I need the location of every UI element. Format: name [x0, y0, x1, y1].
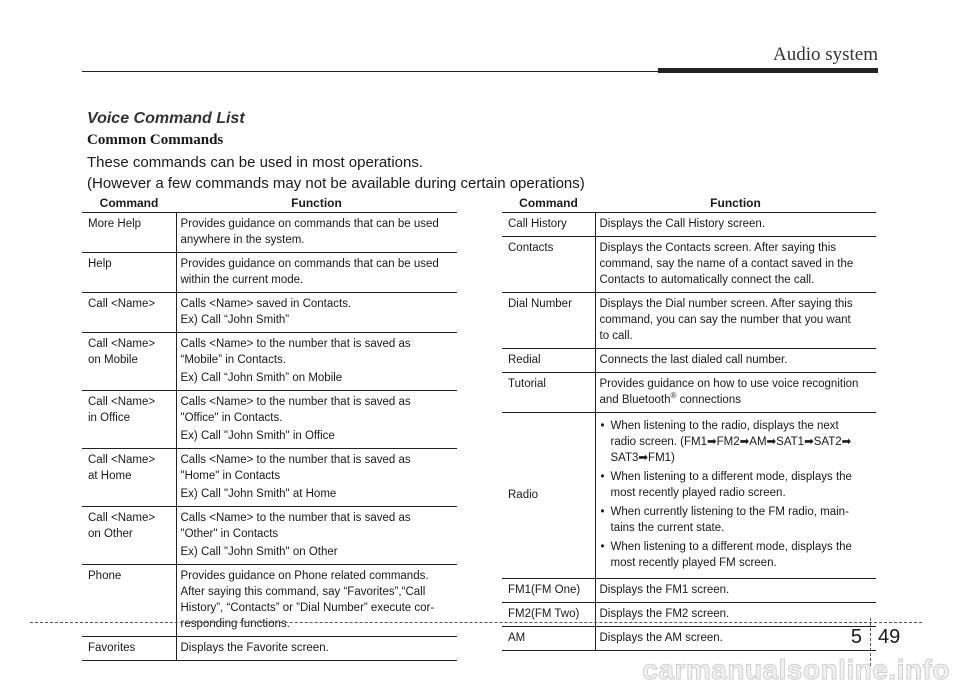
bullet-text: • When listening to the radio, displays the next: [610, 420, 839, 432]
command-cell: [82, 507, 176, 565]
function-text: After saying this command, say “Favorites”,“Call: [180, 586, 426, 598]
function-text: Displays the Contacts screen. After saying this: [599, 242, 836, 254]
table-row: [82, 449, 457, 507]
bullet-text: most recently played FM screen.: [610, 557, 777, 569]
function-cell: [595, 293, 876, 349]
command-text: Call <Name>: [88, 512, 156, 524]
table-header-row: [82, 195, 457, 213]
function-text: "Office" in Contacts.: [180, 412, 283, 424]
bullet-text: radio screen. (FM1➡FM2➡AM➡SAT1➡SAT2➡: [610, 436, 852, 448]
function-cell: [595, 373, 876, 413]
command-text: on Other: [88, 528, 133, 540]
command-cell: Dial Number: [502, 293, 595, 349]
list-item: [600, 504, 873, 536]
command-text: Call <Name>: [88, 338, 156, 350]
running-header-title: Audio system: [772, 44, 878, 65]
command-column-header: Command: [502, 195, 595, 213]
command-text: Favorites: [88, 642, 136, 654]
function-text: Calls <Name> to the number that is saved as: [180, 396, 411, 408]
function-text: to call.: [599, 330, 633, 342]
function-column-header: Function: [595, 195, 876, 213]
table-header-row: [502, 195, 876, 213]
function-cell: [595, 349, 876, 373]
page-number: 49: [878, 626, 901, 648]
function-example: Ex) Call “John Smith”: [180, 314, 290, 326]
command-cell: [82, 333, 176, 391]
function-cell: [176, 333, 457, 391]
footer-rule: [30, 622, 922, 623]
function-text: Displays the Favorite screen.: [180, 642, 329, 654]
command-cell: FM2(FM Two): [502, 603, 595, 627]
command-cell: [82, 213, 176, 253]
function-text: Provides guidance on Phone related commands.: [180, 570, 429, 582]
section-heading: Voice Command List: [87, 110, 245, 127]
command-text: Call <Name>: [88, 396, 156, 408]
function-cell: [176, 213, 457, 253]
table-row: [82, 253, 457, 293]
function-text: Calls <Name> to the number that is saved as: [180, 512, 411, 524]
function-text: [600, 392, 873, 408]
command-cell: Tutorial: [502, 373, 595, 413]
function-cell: [176, 565, 457, 637]
function-text: command, say the name of a contact saved in the: [599, 258, 854, 270]
function-text-part: connections: [676, 394, 741, 406]
command-cell: Radio: [502, 413, 595, 579]
command-cell: Redial: [502, 349, 595, 373]
table-row: [82, 391, 457, 449]
registered-mark: ®: [670, 391, 677, 401]
command-cell: [82, 253, 176, 293]
function-text: Displays the AM screen.: [599, 632, 723, 644]
function-text: Provides guidance on commands that can be used: [180, 258, 439, 270]
function-example: Ex) Call "John Smith" at Home: [180, 488, 337, 500]
table-row: [82, 333, 457, 391]
list-item: [600, 469, 873, 501]
function-text: "Home" in Contacts: [180, 470, 281, 482]
function-cell: [595, 237, 876, 293]
table-row: [502, 349, 876, 373]
bullet-text: • When listening to a different mode, displays the: [610, 471, 852, 483]
watermark: carmanualsonline.info: [642, 654, 950, 685]
function-text-part: and Bluetooth: [599, 394, 671, 406]
table-row: [82, 637, 457, 661]
function-text: "Other" in Contacts: [180, 528, 279, 540]
bullet-text: • When currently listening to the FM radio, main-: [610, 506, 849, 518]
header-rule-accent: [658, 68, 878, 73]
command-cell: [82, 293, 176, 333]
function-cell: [176, 507, 457, 565]
command-text: Help: [88, 258, 112, 270]
function-text: responding functions.: [180, 618, 290, 630]
function-cell: [176, 449, 457, 507]
table-row: [82, 507, 457, 565]
function-text: Provides guidance on commands that can be used: [180, 218, 439, 230]
function-cell: [176, 391, 457, 449]
table-row: [502, 413, 876, 579]
bullet-text: tains the current state.: [610, 522, 725, 534]
function-example: Ex) Call “John Smith” on Mobile: [180, 372, 343, 384]
table-row: [502, 237, 876, 293]
table-row: [502, 373, 876, 413]
function-text: Contacts to automatically connect the call.: [599, 274, 815, 286]
list-item: [600, 539, 873, 571]
intro-line-1: These commands can be used in most operations.: [87, 154, 424, 171]
function-text: anywhere in the system.: [180, 234, 305, 246]
command-text: More Help: [88, 218, 142, 230]
function-cell: [595, 627, 876, 651]
command-cell: [82, 637, 176, 661]
command-cell: [82, 391, 176, 449]
subsection-heading: Common Commands: [87, 132, 224, 148]
command-cell: [82, 565, 176, 637]
bullet-text: most recently played radio screen.: [610, 487, 786, 499]
radio-bullet-list: [600, 418, 873, 571]
function-cell: [595, 213, 876, 237]
command-cell: FM1(FM One): [502, 579, 595, 603]
function-example: Ex) Call "John Smith" on Other: [180, 546, 338, 558]
function-text: Calls <Name> to the number that is saved as: [180, 454, 411, 466]
table-row: [502, 293, 876, 349]
header-rule: [82, 71, 660, 72]
table-row: [502, 579, 876, 603]
command-text: in Office: [88, 412, 130, 424]
command-cell: Contacts: [502, 237, 595, 293]
function-example: Ex) Call "John Smith" in Office: [180, 430, 335, 442]
command-text: on Mobile: [88, 354, 138, 366]
command-text: Call <Name>: [88, 454, 156, 466]
command-text: at Home: [88, 470, 132, 482]
function-cell: [176, 293, 457, 333]
command-column-header: Command: [82, 195, 176, 213]
function-text: Calls <Name> saved in Contacts.: [180, 298, 352, 310]
function-text: Connects the last dialed call number.: [599, 354, 788, 366]
function-text: Displays the FM1 screen.: [599, 584, 730, 596]
function-column-header: Function: [176, 195, 457, 213]
function-text: “Mobile” in Contacts.: [180, 354, 286, 366]
function-text: within the current mode.: [180, 274, 304, 286]
function-text: Displays the Dial number screen. After saying this: [599, 298, 853, 310]
left-command-table: [82, 195, 457, 661]
command-cell: Call History: [502, 213, 595, 237]
bullet-text: SAT3➡FM1): [610, 452, 675, 464]
function-text: Provides guidance on how to use voice recognition: [599, 378, 859, 390]
function-text: Displays the FM2 screen.: [599, 608, 730, 620]
command-cell: AM: [502, 627, 595, 651]
command-text: Phone: [88, 570, 122, 582]
function-cell: [176, 253, 457, 293]
page-section-number: 5: [850, 626, 862, 648]
list-item: [600, 418, 873, 466]
command-text: Call <Name>: [88, 298, 156, 310]
function-text: History”, “Contacts” or ”Dial Number” execute cor-: [180, 602, 435, 614]
table-row: [82, 213, 457, 253]
command-cell: [82, 449, 176, 507]
table-row: [502, 627, 876, 651]
right-command-table: [502, 195, 876, 651]
function-text: Calls <Name> to the number that is saved as: [180, 338, 411, 350]
bullet-text: • When listening to a different mode, displays the: [610, 541, 852, 553]
function-cell: [595, 579, 876, 603]
intro-line-2: (However a few commands may not be available during certain operations): [87, 175, 585, 192]
function-text: command, you can say the number that you want: [599, 314, 851, 326]
table-row: [502, 213, 876, 237]
function-text: Displays the Call History screen.: [599, 218, 766, 230]
function-cell: [176, 637, 457, 661]
table-row: [82, 293, 457, 333]
table-row: [82, 565, 457, 637]
function-cell: [595, 413, 876, 579]
